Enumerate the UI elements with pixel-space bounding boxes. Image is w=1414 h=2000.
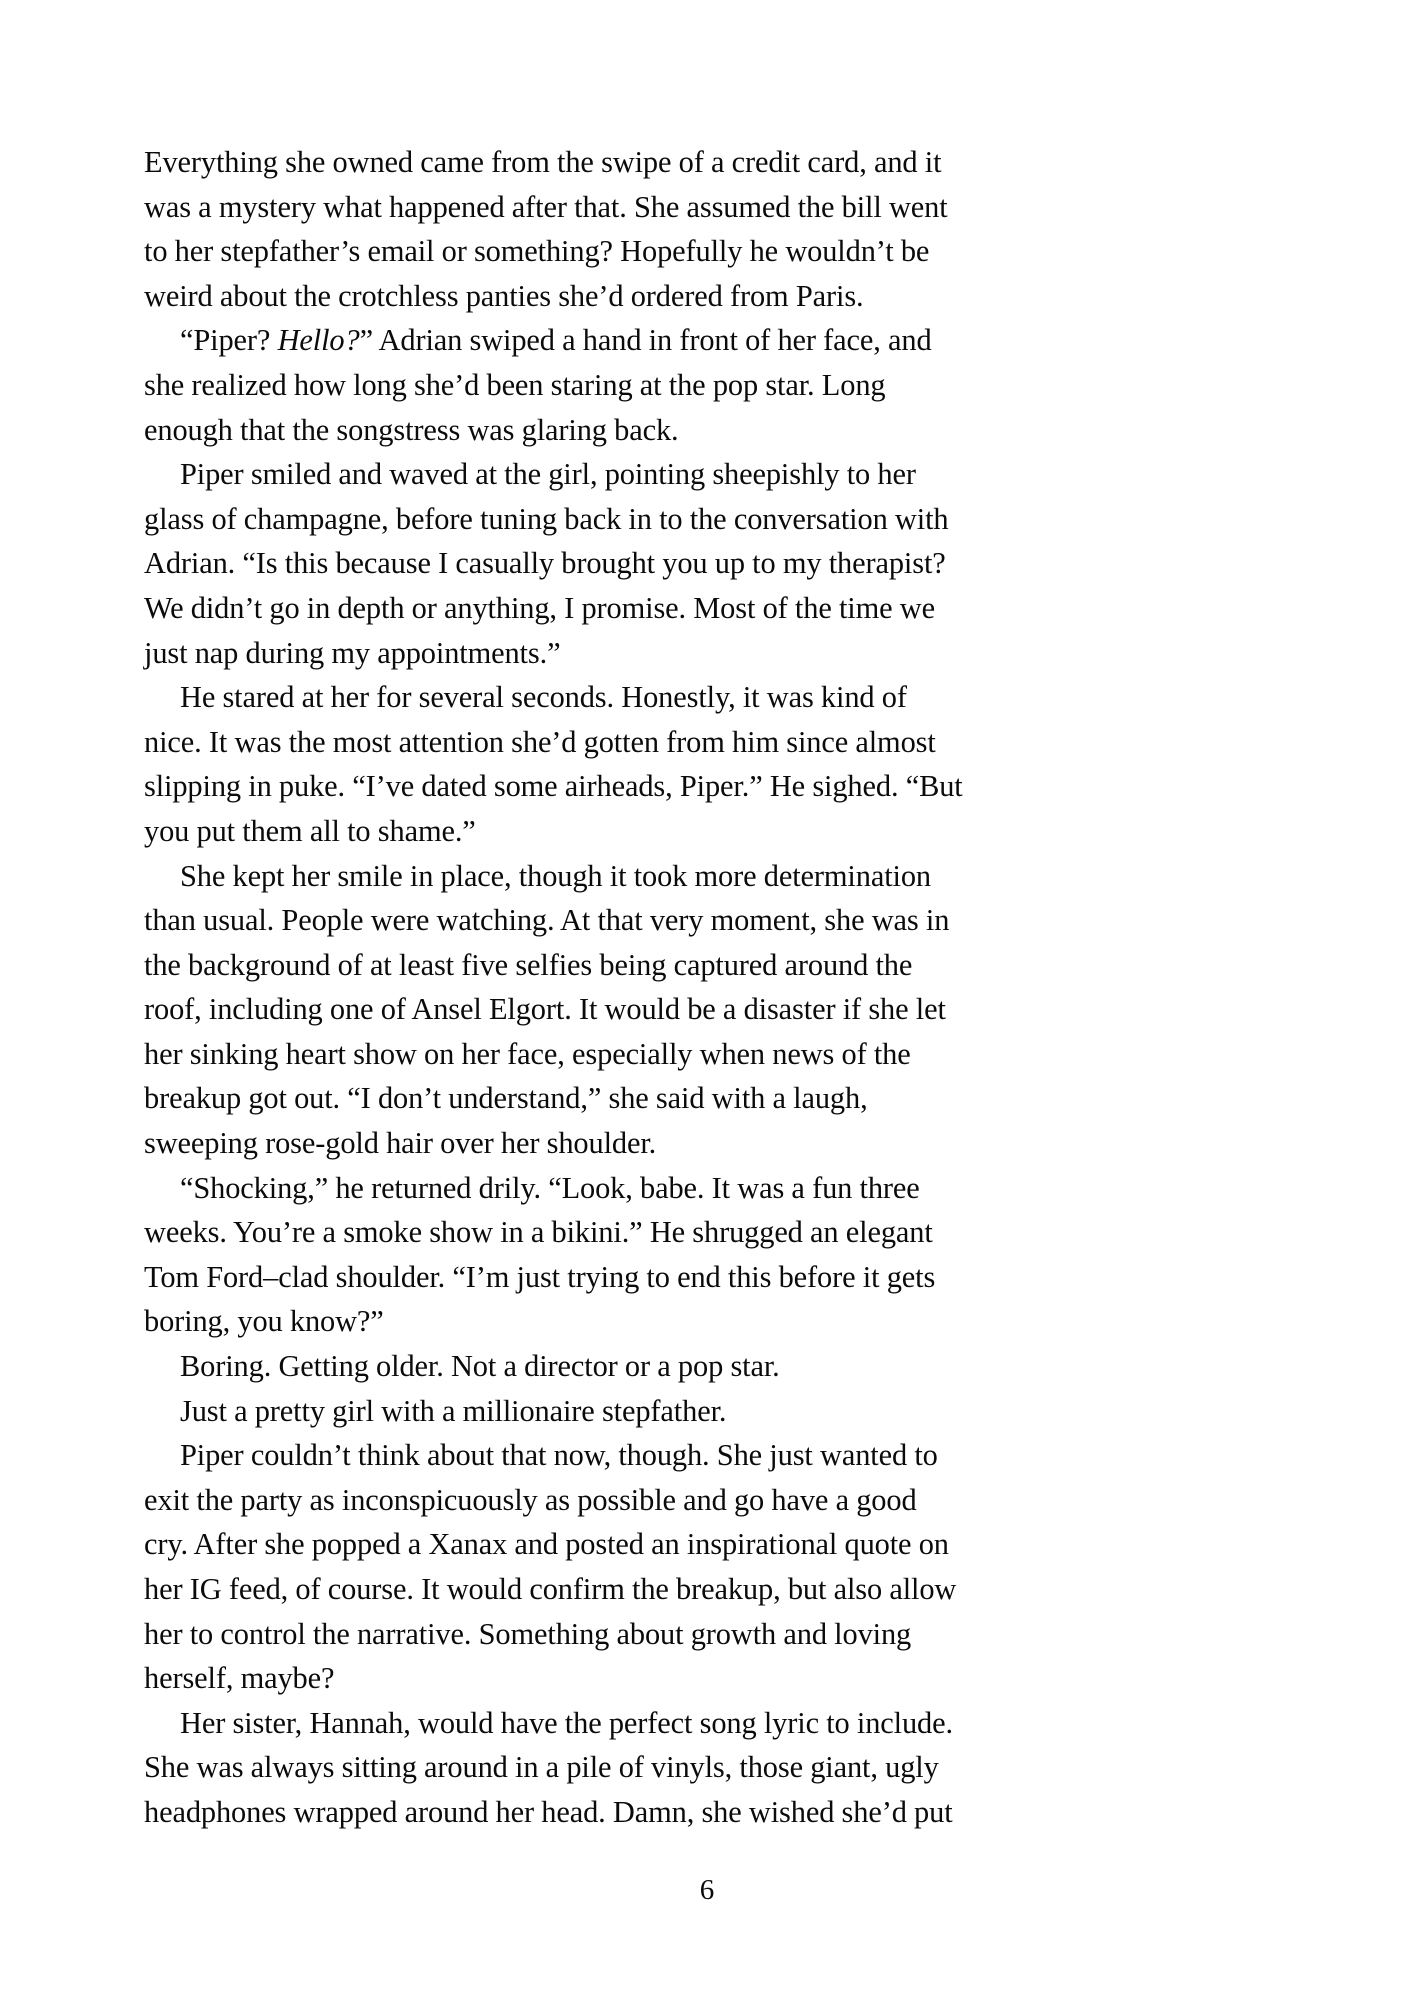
body-paragraph xyxy=(144,452,966,675)
body-paragraph xyxy=(144,1389,966,1434)
body-paragraph xyxy=(144,1166,966,1344)
body-text: He stared at her for several seconds. Honestly, it was kind of nice. It was the most attention she’d gotten from him since almost slipping in puke. “I’ve dated some airheads, Piper.” He sighed. “But you put them all to shame.” xyxy=(144,680,963,848)
body-paragraph xyxy=(144,854,966,1166)
page-text-block xyxy=(144,140,966,1835)
body-paragraph xyxy=(144,1433,966,1701)
body-text: Piper smiled and waved at the girl, pointing sheepishly to her glass of champagne, before tuning back in to the conversation with Adrian. “Is this because I casually brought you up to my therapist? We didn’t go in depth or anything, I promise. Most of the time we just nap during my appointments.” xyxy=(144,457,949,670)
body-text: Piper couldn’t think about that now, though. She just wanted to exit the party as inconspicuously as possible and go have a good cry. After she popped a Xanax and posted an inspirational quote on her IG feed, of course. It would confirm the breakup, but also allow her to control the narrative. Something about growth and loving herself, maybe? xyxy=(144,1438,957,1696)
body-text: ” Adrian swiped a hand in front of her face, and she realized how long she’d been staring at the pop star. Long enough that the songstress was glaring back. xyxy=(144,323,932,447)
body-paragraph xyxy=(144,675,966,853)
body-text: “Shocking,” he returned drily. “Look, babe. It was a fun three weeks. You’re a smoke show in a bikini.” He shrugged an elegant Tom Ford–clad shoulder. “I’m just trying to end this before it gets boring, you know?” xyxy=(144,1170,936,1339)
body-text: “Piper? xyxy=(180,323,278,358)
page-number: 6 xyxy=(699,1874,715,1906)
body-paragraph xyxy=(144,1344,966,1389)
body-text: Boring. Getting older. Not a director or a pop star. xyxy=(180,1349,780,1384)
body-paragraph xyxy=(144,1701,966,1835)
body-text: She kept her smile in place, though it took more determination than usual. People were watching. At that very moment, she was in the background of at least five selfies being captured around the roof, including one of Ansel Elgort. It would be a disaster if she let her sinking heart show on her face, especially when news of the breakup got out. “I don’t understand,” she said with a laugh, sweeping rose-gold hair over her shoulder. xyxy=(144,858,950,1161)
body-paragraph xyxy=(144,140,966,318)
body-paragraph xyxy=(144,318,966,452)
body-text: Just a pretty girl with a millionaire stepfather. xyxy=(180,1393,727,1428)
body-text: Everything she owned came from the swipe of a credit card, and it was a mystery what happened after that. She assumed the bill went to her stepfather’s email or something? Hopefully he wouldn’t be weird about the crotchless panties she’d ordered from Paris. xyxy=(144,145,948,313)
body-text: Her sister, Hannah, would have the perfect song lyric to include. She was always sitting around in a pile of vinyls, those giant, ugly headphones wrapped around her head. Damn, she wished she’d put xyxy=(144,1705,953,1829)
emphasis-text: Hello? xyxy=(277,323,360,358)
